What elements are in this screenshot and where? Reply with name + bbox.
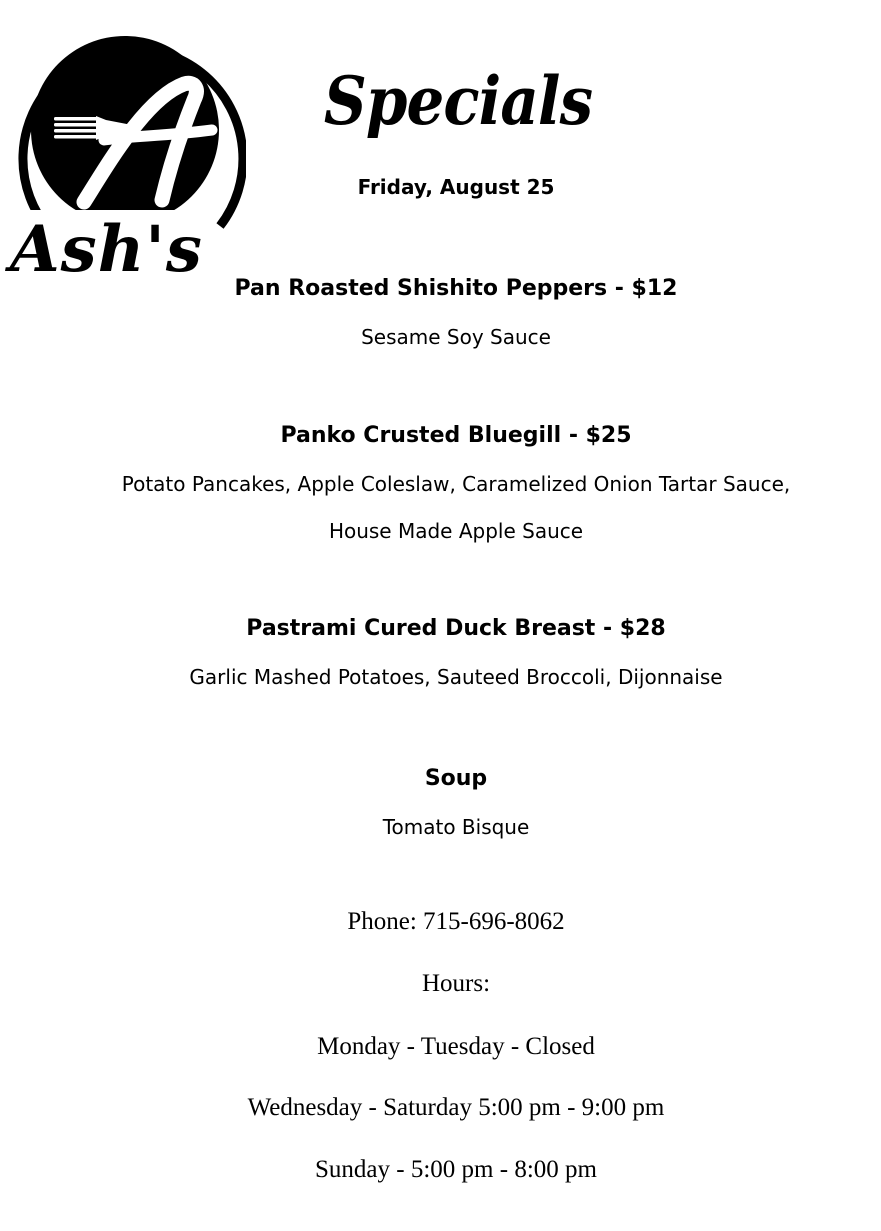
menu-item-name: Panko Crusted Bluegill - $25 [280, 423, 632, 448]
menu-item [0, 419, 881, 555]
phone-number: Phone: 715-696-8062 [347, 908, 565, 935]
menu-item-description: Garlic Mashed Potatoes, Sauteed Broccoli, Dijonnaise [189, 665, 723, 689]
page-title: Specials [323, 62, 593, 140]
hours-label: Hours: [421, 970, 491, 997]
menu-item-description: Potato Pancakes, Apple Coleslaw, Caramelized Onion Tartar Sauce, [121, 472, 791, 496]
menu-item-description: Tomato Bisque [382, 815, 530, 839]
hours-line: Sunday - 5:00 pm - 8:00 pm [315, 1156, 597, 1183]
menu-item-description: Sesame Soy Sauce [361, 325, 551, 349]
menu-item-name: Pan Roasted Shishito Peppers - $12 [234, 276, 678, 301]
hours-line: Monday - Tuesday - Closed [317, 1033, 595, 1060]
specials-date: Friday, August 25 [357, 175, 555, 199]
logo-wordmark: Ash's [8, 210, 209, 290]
menu-item-name: Pastrami Cured Duck Breast - $28 [246, 616, 666, 641]
menu-item [0, 762, 881, 851]
menu-item-description: House Made Apple Sauce [328, 519, 584, 543]
ashs-logo [6, 26, 246, 288]
menu-item-name: Soup [424, 766, 488, 791]
hours-line: Wednesday - Saturday 5:00 pm - 9:00 pm [247, 1094, 665, 1121]
menu-item [0, 612, 881, 701]
menu-item [0, 272, 881, 361]
